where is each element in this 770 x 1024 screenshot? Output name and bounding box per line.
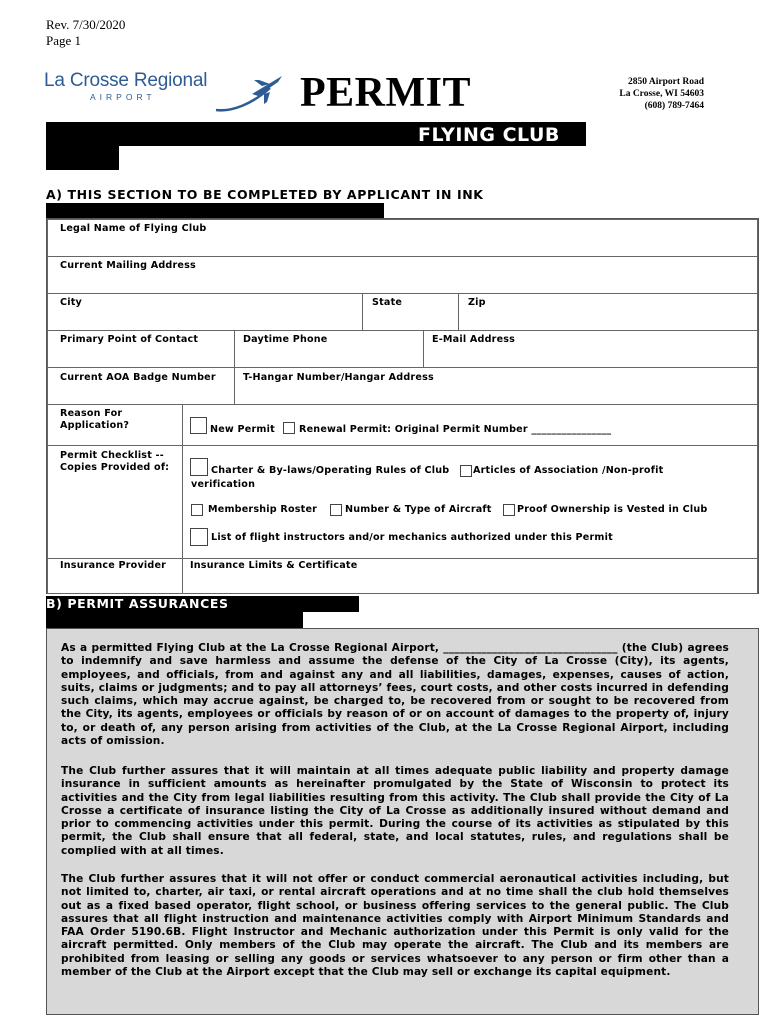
section-b-heading: B) PERMIT ASSURANCES (46, 596, 229, 611)
checklist-label-cell (47, 445, 183, 559)
badge-field[interactable] (47, 367, 235, 405)
assurance-paragraph-2: The Club further assures that it will maintain at all times adequate public liability and property damage insurance in sufficient amounts as hereinafter promulgated by the State of Wisconsin to protect its activities and the City from legal liabilities resulting from this activity. The Club shall provide the City of La Crosse a certificate of insurance listing the City of La Crosse as additionally insured without demand and prior to commencing activities under this permit. During the course of its activities as stipulated by this permit, the Club shall ensure that all federal, state, and local statutes, rules, and regulations shall be complied with at all times. (61, 765, 729, 857)
reason-options-cell (182, 404, 758, 446)
state-label: State (372, 297, 403, 308)
ownership-checkbox[interactable] (503, 504, 515, 516)
phone-field[interactable] (234, 330, 424, 368)
hangar-label: T-Hangar Number/Hangar Address (243, 372, 434, 383)
assurance-paragraph-1: As a permitted Flying Club at the La Crosse Regional Airport, ________________________________ (the Club) agrees to indemnify and save harmless and assume the defense of the City of La Crosse (City), its agents, employees, and officials, from and against any and all liabilities, damages, expenses, causes of action, suits, claims or judgments; and to pay all attorneys’ fees, court costs, and other costs incurred in defending such claims, which may accrue against, be charged to, be recovered from or sought to be recovered from the City, its agents, employees or officials by reason of or on account of damages to the property of, injury to, or death of, any person arising from activities of the Club, at the La Crosse Regional Airport, including acts of omission. (61, 642, 729, 748)
assurances-panel (46, 628, 759, 1015)
roster-checkbox[interactable] (191, 504, 203, 516)
phone-label: Daytime Phone (243, 334, 328, 345)
section-a-bar (46, 203, 384, 219)
hangar-field[interactable] (234, 367, 758, 405)
city-field[interactable] (47, 293, 363, 331)
charter-checkbox[interactable] (190, 458, 208, 476)
instructors-label: List of flight instructors and/or mechanics authorized under this Permit (211, 532, 613, 543)
verification-label: verification (191, 479, 256, 490)
section-b-bar-lower (46, 612, 303, 628)
articles-checkbox[interactable] (460, 465, 472, 477)
page-title: PERMIT (300, 70, 471, 116)
revision-date: Rev. 7/30/2020 (46, 17, 126, 32)
logo-name: La Crosse Regional (44, 70, 208, 91)
checklist-label: Permit Checklist --Copies Provided of: (60, 450, 170, 473)
email-label: E-Mail Address (432, 334, 516, 345)
application-form (46, 218, 759, 594)
assurance-paragraph-3: The Club further assures that it will not offer or conduct commercial aeronautical activities including, but not limited to, charter, air taxi, or rental aircraft operations and at no time shall the club hold themselves out as a fixed based operator, flight school, or business offering services to the general public. The Club assures that all flight instruction and maintenance activities comply with Airport Minimum Standards and FAA Order 5190.6B. Flight Instructor and Mechanic authorization under this Permit is only valid for the aircraft permitted. Only members of the Club may operate the aircraft. The Club and its members are prohibited from leasing or selling any goods or services whatsoever to any person or firm other than a member of the Club at the Airport except that the Club may sell or exchange its capital equipment. (61, 873, 729, 979)
logo-sub: AIRPORT (90, 92, 156, 102)
reason-label-cell (47, 404, 183, 446)
checklist-options-cell (182, 445, 758, 559)
badge-label: Current AOA Badge Number (60, 372, 216, 383)
aircraft-label: Number & Type of Aircraft (345, 504, 492, 515)
insurance-limits-field[interactable] (182, 558, 758, 594)
insurance-provider-label: Insurance Provider (60, 560, 167, 571)
articles-label: Articles of Association /Non-profit (473, 465, 664, 476)
page-subtitle: FLYING CLUB (418, 124, 560, 146)
insurance-limits-label: Insurance Limits & Certificate (190, 560, 358, 571)
mailing-address-label: Current Mailing Address (60, 260, 196, 271)
insurance-provider-field[interactable] (47, 558, 183, 594)
state-field[interactable] (362, 293, 459, 331)
airport-logo (44, 70, 284, 116)
aircraft-checkbox[interactable] (330, 504, 342, 516)
city-label: City (60, 297, 82, 308)
address-phone: (608) 789-7464 (644, 101, 704, 111)
mailing-address-field[interactable] (47, 256, 758, 294)
charter-label: Charter & By-laws/Operating Rules of Club (211, 465, 450, 476)
title-bar-left (46, 146, 119, 170)
airport-address (560, 76, 704, 112)
page-number: Page 1 (46, 33, 82, 48)
renewal-permit-checkbox[interactable] (283, 422, 295, 434)
revision-block (46, 17, 125, 49)
email-field[interactable] (423, 330, 758, 368)
airplane-icon (212, 72, 284, 114)
ownership-label: Proof Ownership is Vested in Club (517, 504, 708, 515)
address-city: La Crosse, WI 54603 (619, 89, 704, 99)
instructors-checkbox[interactable] (190, 528, 208, 546)
zip-field[interactable] (458, 293, 758, 331)
section-a-heading: A) THIS SECTION TO BE COMPLETED BY APPLICANT IN INK (46, 187, 484, 202)
contact-field[interactable] (47, 330, 235, 368)
address-street: 2850 Airport Road (628, 77, 704, 87)
zip-label: Zip (468, 297, 486, 308)
new-permit-checkbox[interactable] (190, 417, 207, 434)
renewal-permit-label: Renewal Permit: Original Permit Number ________________ (299, 424, 612, 435)
roster-label: Membership Roster (208, 504, 318, 515)
contact-label: Primary Point of Contact (60, 334, 199, 345)
legal-name-label: Legal Name of Flying Club (60, 223, 207, 234)
new-permit-label: New Permit (210, 424, 275, 435)
reason-label: Reason For Application? (60, 408, 130, 431)
legal-name-field[interactable] (47, 219, 758, 257)
